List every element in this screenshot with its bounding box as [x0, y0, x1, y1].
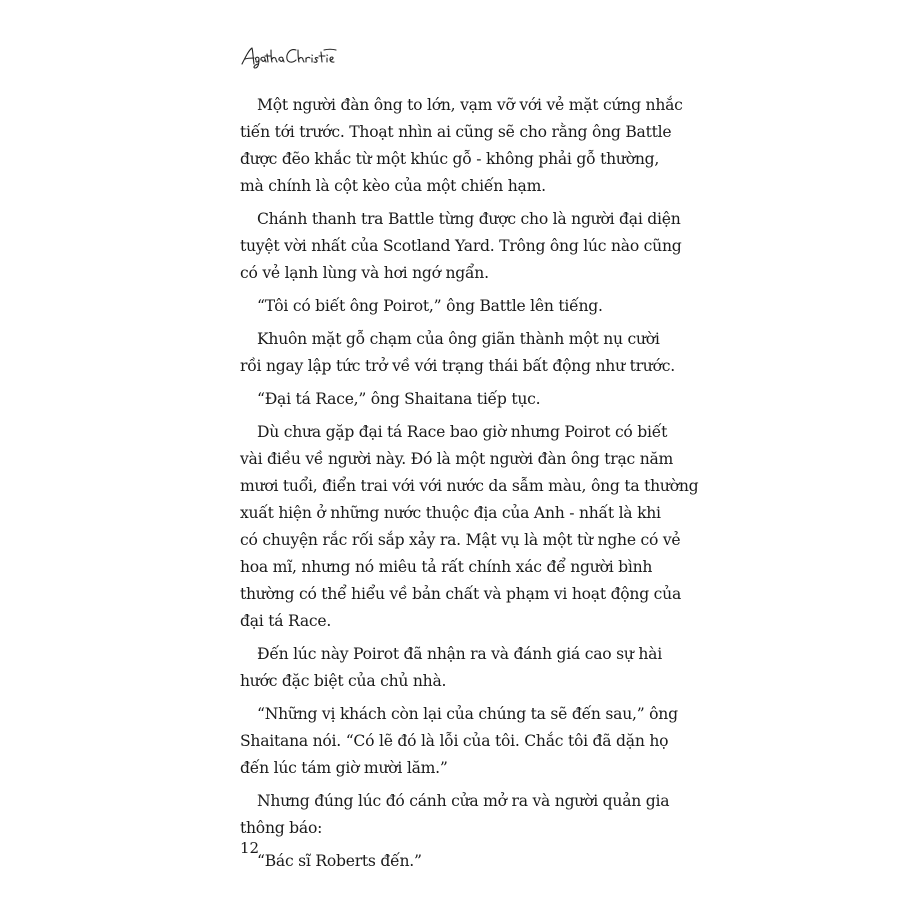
- text-line: mà chính là cột kèo của một chiến hạm.: [240, 177, 546, 195]
- text-line: Nhưng đúng lúc đó cánh cửa mở ra và người quản gia: [257, 792, 670, 810]
- text-line: thông báo:: [240, 819, 323, 837]
- paragraph: [240, 206, 682, 287]
- text-line: “Bác sĩ Roberts đến.”: [257, 852, 422, 870]
- text-line: tuyệt vời nhất của Scotland Yard. Trông ông lúc nào cũng: [240, 237, 682, 255]
- text-line: xuất hiện ở những nước thuộc địa của Anh - nhất là khi: [240, 504, 661, 522]
- text-line: vài điều về người này. Đó là một người đàn ông trạc năm: [240, 450, 674, 468]
- paragraph: [240, 848, 670, 875]
- body-text: [240, 92, 699, 881]
- paragraph: [240, 92, 683, 200]
- text-line: Dù chưa gặp đại tá Race bao giờ nhưng Poirot có biết: [257, 423, 668, 441]
- text-line: Shaitana nói. “Có lẽ đó là lỗi của tôi. Chắc tôi đã dặn họ: [240, 732, 669, 750]
- paragraph: [240, 326, 675, 380]
- text-line: rồi ngay lập tức trở về với trạng thái bất động như trước.: [240, 357, 675, 375]
- text-line: hoa mĩ, nhưng nó miêu tả rất chính xác để người bình: [240, 558, 653, 576]
- paragraph: [240, 701, 678, 782]
- author-signature-logo: [240, 44, 340, 70]
- text-line: có chuyện rắc rối sắp xảy ra. Mật vụ là một từ nghe có vẻ: [240, 531, 681, 549]
- paragraph: [240, 641, 670, 695]
- text-line: có vẻ lạnh lùng và hơi ngớ ngẩn.: [240, 264, 489, 282]
- paragraph: [240, 386, 670, 413]
- text-line: Khuôn mặt gỗ chạm của ông giãn thành một nụ cười: [257, 330, 660, 348]
- text-line: Chánh thanh tra Battle từng được cho là người đại diện: [257, 210, 681, 228]
- text-line: thường có thể hiểu về bản chất và phạm vi hoạt động của: [240, 585, 681, 603]
- signature-icon: [240, 44, 340, 70]
- text-line: “Tôi có biết ông Poirot,” ông Battle lên tiếng.: [257, 297, 603, 315]
- text-line: Đến lúc này Poirot đã nhận ra và đánh giá cao sự hài: [257, 645, 662, 663]
- text-line: hước đặc biệt của chủ nhà.: [240, 672, 447, 690]
- text-line: đến lúc tám giờ mười lăm.”: [240, 759, 448, 777]
- paragraph: [240, 788, 670, 842]
- text-line: Một người đàn ông to lớn, vạm vỡ với vẻ mặt cứng nhắc: [257, 96, 683, 114]
- page-number: 12: [240, 839, 260, 857]
- text-line: mươi tuổi, điển trai với với nước da sẫm màu, ông ta thường: [240, 477, 699, 495]
- text-line: tiến tới trước. Thoạt nhìn ai cũng sẽ cho rằng ông Battle: [240, 123, 672, 141]
- paragraph: [240, 293, 670, 320]
- paragraph: [240, 419, 699, 635]
- text-line: đại tá Race.: [240, 612, 332, 630]
- text-line: “Đại tá Race,” ông Shaitana tiếp tục.: [257, 390, 541, 408]
- text-line: “Những vị khách còn lại của chúng ta sẽ đến sau,” ông: [257, 705, 678, 723]
- text-line: được đẽo khắc từ một khúc gỗ - không phải gỗ thường,: [240, 150, 660, 168]
